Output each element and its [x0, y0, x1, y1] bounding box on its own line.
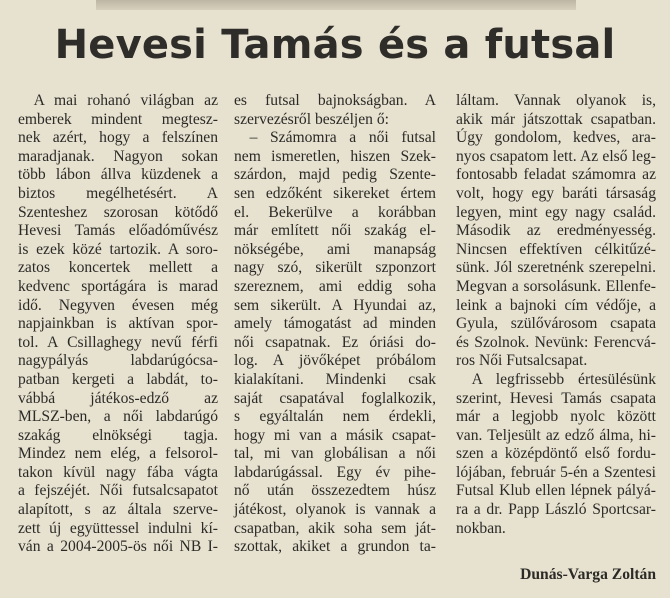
previous-headline-fragment — [96, 0, 576, 10]
text-line: napjainkban is aktívan spor- — [18, 315, 218, 333]
text-line: volt, hogy egy baráti társaság — [456, 184, 656, 202]
text-line: MLSZ-ben, a női labdarúgó — [18, 408, 218, 426]
text-line: női csapatnak. Ez óriási do- — [234, 333, 436, 351]
text-line: takon kívül nagy fába vágta — [18, 463, 218, 481]
text-line: tol. A Csillaghegy nevű férfi — [18, 333, 218, 351]
text-line: akik már játszottak csapatban. — [456, 110, 656, 128]
text-line: szervezésről beszéljen ő: — [234, 110, 389, 128]
text-line: ra a dr. Papp László Sportcsar- — [456, 501, 656, 519]
text-line: tal, mi van globálisan a női — [234, 445, 436, 463]
text-line: kialakítani. Mindenki csak — [234, 370, 436, 388]
text-line: több lábon állva küzdenek a — [18, 166, 218, 184]
text-line: is ezek közé tartozik. A soro- — [18, 240, 218, 258]
text-line: maradjanak. Nagyon sokan — [18, 147, 218, 165]
text-line: sem sikerült. A Hyundai az, — [234, 296, 436, 314]
text-line: szárdon, majd pedig Szente- — [234, 166, 436, 184]
text-line: nokban. — [456, 519, 506, 537]
text-line: nő után összezedtem húsz — [234, 482, 436, 500]
text-line: labdarúgással. Egy év pihe- — [234, 463, 436, 481]
text-line: saját csapatával foglalkozik, — [234, 389, 436, 407]
text-line: Úgy gondolom, kedves, ara- — [456, 129, 656, 147]
text-line: szakág elnökségi tagja. — [18, 426, 218, 444]
text-line: már említett női szakág el- — [234, 222, 436, 240]
text-line: A mai rohanó világban az — [18, 92, 218, 109]
text-line: kedvenc sportágára is marad — [18, 277, 218, 295]
text-line: zatos koncertek mellett a — [18, 259, 218, 277]
text-line: Mindez nem elég, a felsorol- — [18, 445, 218, 463]
text-line: nagypályás labdarúgócsa- — [18, 352, 218, 370]
text-line: sen edzőként sikereket értem — [234, 184, 436, 202]
text-line: alapított, s az általa szerve- — [18, 501, 218, 519]
text-line: Második az eredményesség. — [456, 222, 656, 240]
text-line: Gyula, szülővárosom csapata — [456, 315, 656, 333]
text-line: Futsal Klub ellen lépnek pályá- — [456, 482, 656, 500]
text-line: már a legjobb nyolc között — [456, 408, 656, 426]
article-column-3 — [456, 92, 656, 538]
text-line: Hevesi Tamás előadóművész — [18, 222, 218, 240]
text-line: idő. Negyven évesen még — [18, 296, 218, 314]
text-line: csapatban, akik soha sem ját- — [234, 519, 436, 537]
text-line: nyos csapatom lett. Az első leg- — [456, 147, 656, 165]
text-line: amely támogatást ad minden — [234, 315, 436, 333]
article-column-2 — [234, 92, 436, 557]
text-line: és Szolnok. Nevünk: Ferencvá- — [456, 333, 656, 351]
text-line: láltam. Vannak olyanok is, — [456, 92, 656, 109]
article-byline: Dunás-Varga Zoltán — [520, 566, 656, 583]
text-line: emberek mindent megtesz- — [18, 110, 218, 128]
text-line: ván a 2004-2005-ös női NB I- — [18, 538, 218, 556]
text-line: nem ismeretlen, hiszen Szek- — [234, 147, 436, 165]
text-line: nökségébe, ami manapság — [234, 240, 436, 258]
text-line: Szenteshez szorosan kötődő — [18, 203, 218, 221]
text-line: legyen, mint egy nagy család. — [456, 203, 656, 221]
text-line: van. Teljesült az edző álma, hi- — [456, 426, 656, 444]
article-column-1 — [18, 92, 218, 557]
text-line: szereznem, ami eddig soha — [234, 277, 436, 295]
text-line: es futsal bajnokságban. A — [234, 92, 436, 109]
text-line: patban kergeti a labdát, to- — [18, 370, 218, 388]
text-line: nek azért, hogy a felszínen — [18, 129, 218, 147]
text-line: ros Női Futsalcsapat. — [456, 352, 588, 370]
text-line: Megvan a sorsolásunk. Ellenfe- — [456, 277, 656, 295]
text-line: log. A jövőképet próbálom — [234, 352, 436, 370]
text-line: nagy szó, sikerült szponzort — [234, 259, 436, 277]
text-line: zett új együttessel indulni kí- — [18, 519, 218, 537]
text-line: vábbá játékos-edző az — [18, 389, 218, 407]
text-line: A legfrissebb értesülésünk — [456, 370, 656, 388]
text-line: szottak, akiket a grundon ta- — [234, 538, 436, 556]
text-line: leink a bajnoki cím védője, a — [456, 296, 656, 314]
text-line: – Számomra a női futsal — [234, 129, 436, 147]
text-line: fontosabb feladat számomra az — [456, 166, 656, 184]
text-line: a fejszéjét. Női futsalcsapatot — [18, 482, 218, 500]
text-line: szerint, Hevesi Tamás csapata — [456, 389, 656, 407]
text-line: sünk. Jól szeretnénk szerepelni. — [456, 259, 656, 277]
text-line: biztos megélhetésért. A — [18, 184, 218, 202]
text-line: el. Bekerülve a korábban — [234, 203, 436, 221]
text-line: Nincsen effektíven célkitűzé- — [456, 240, 656, 258]
article-title: Hevesi Tamás és a futsal — [54, 22, 616, 68]
text-line: lójában, február 5-én a Szentesi — [456, 463, 656, 481]
text-line: játékost, olyanok is vannak a — [234, 501, 436, 519]
text-line: szen a középdöntő első fordu- — [456, 445, 656, 463]
text-line: s egyáltalán nem érdekli, — [234, 408, 436, 426]
text-line: hogy mi van a másik csapat- — [234, 426, 436, 444]
